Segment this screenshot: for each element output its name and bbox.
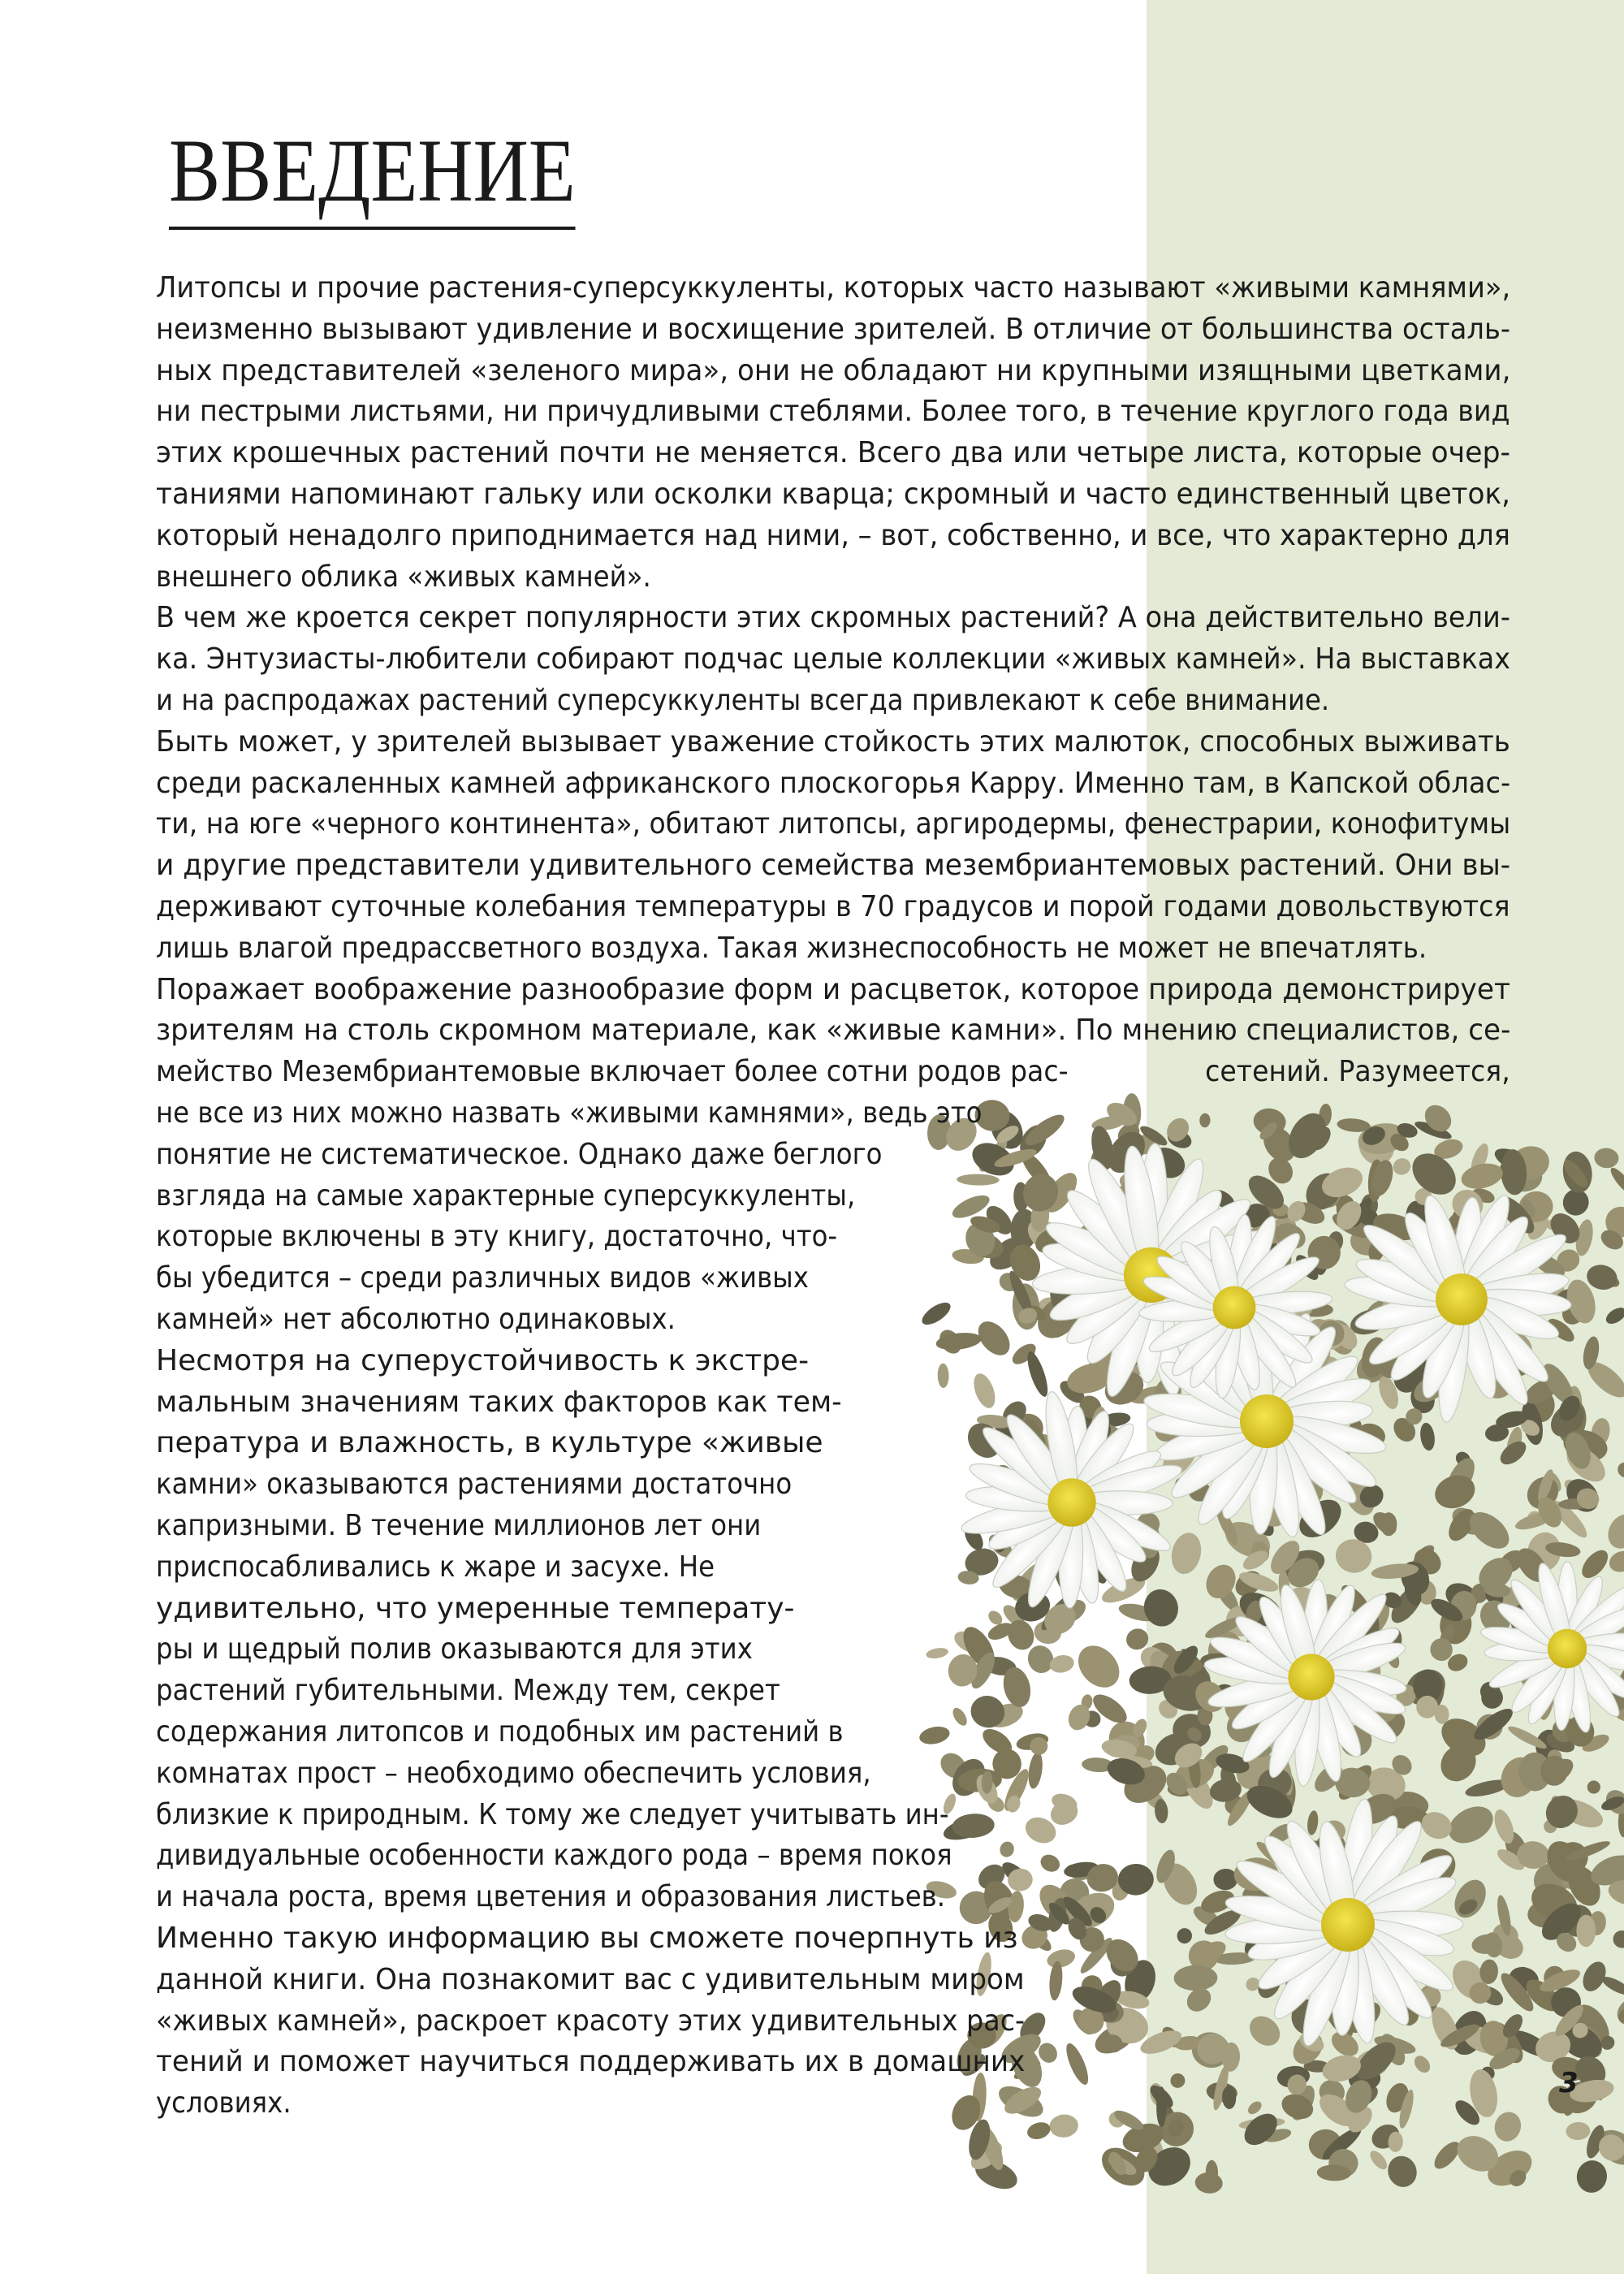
body-line: понятие не систематическое. Однако даже беглого xyxy=(156,1137,883,1171)
body-line: не все из них можно назвать «живыми камнями», ведь это xyxy=(156,1096,983,1130)
body-line: которые включены в эту книгу, достаточно, что- xyxy=(156,1220,838,1254)
body-line: капризными. В течение миллионов лет они xyxy=(156,1509,762,1542)
body-line: таниями напоминают гальку или осколки кварца; скромный и часто единственный цветок, xyxy=(156,478,1511,511)
body-line: В чем же кроется секрет популярности этих скромных растений? А она действительно вели- xyxy=(156,601,1510,635)
body-line: дивидуальные особенности каждого рода – время покоя xyxy=(156,1839,952,1873)
body-line: растений губительными. Между тем, секрет xyxy=(156,1674,780,1708)
body-line: камни» оказываются растениями достаточно xyxy=(156,1468,793,1502)
body-line: мальным значениям таких факторов как тем- xyxy=(156,1385,842,1419)
body-line: ни пестрыми листьями, ни причудливыми стеблями. Более того, в течение круглого года вид xyxy=(156,395,1510,429)
body-line: ных представителей «зеленого мира», они не обладают ни крупными изящными цветками, xyxy=(156,353,1511,387)
body-line: и другие представители удивительного семейства мезембриантемовых растений. Они вы- xyxy=(156,849,1511,883)
body-line: и на распродажах растений суперсуккуленты всегда привлекают к себе внимание. xyxy=(156,684,1330,717)
page-number: 3 xyxy=(1559,2067,1579,2099)
body-line: среди раскаленных камней африканского плоскогорья Карру. Именно там, в Капской облас- xyxy=(156,766,1511,800)
body-line: данной книги. Она познакомит вас с удивительным миром xyxy=(156,1962,1025,1996)
page-title: ВВЕДЕНИЕ xyxy=(169,122,576,230)
body-line: Поражает воображение разнообразие форм и расцветок, которое природа демонстрирует xyxy=(156,972,1511,1006)
body-line: комнатах прост – необходимо обеспечить условия, xyxy=(156,1756,871,1790)
body-line: этих крошечных растений почти не меняется. Всего два или четыре листа, которые очер- xyxy=(156,436,1511,470)
body-line: мейство Мезембриантемовые включает более сотни родов рас- сетений. Разумеется, xyxy=(156,1055,1510,1089)
body-line: внешнего облика «живых камней». xyxy=(156,560,651,594)
body-line: зрителям на столь скромном материале, как «живые камни». По мнению специалистов, се- xyxy=(156,1014,1511,1048)
body-line: удивительно, что умеренные температу- xyxy=(156,1591,795,1625)
body-line: Быть может, у зрителей вызывает уважение стойкость этих малюток, способных выживать xyxy=(156,724,1510,759)
body-line: бы убедится – среди различных видов «живых xyxy=(156,1261,809,1295)
body-line: Несмотря на суперустойчивость к экстре- xyxy=(156,1343,810,1377)
body-line: Именно такую информацию вы сможете почерпнуть из xyxy=(156,1922,1018,1955)
body-line: близкие к природным. К тому же следует учитывать ин- xyxy=(156,1797,949,1831)
body-line: камней» нет абсолютно одинаковых. xyxy=(156,1303,676,1336)
body-line: Литопсы и прочие растения-суперсуккуленты, которых часто называют «живыми камнями», xyxy=(156,271,1511,305)
body-line: пература и влажность, в культуре «живые xyxy=(156,1426,823,1460)
body-line: ти, на юге «черного континента», обитают литопсы, аргиродермы, фенестрарии, конофитумы xyxy=(156,807,1511,841)
body-line: содержания литопсов и подобных им растений в xyxy=(156,1715,844,1749)
body-line: который ненадолго приподнимается над ними, – вот, собственно, и все, что характерно для xyxy=(156,518,1511,552)
body-line: тений и поможет научиться поддерживать их в домашних xyxy=(156,2045,1026,2079)
body-line: приспосабливались к жаре и засухе. Не xyxy=(156,1550,715,1584)
body-line: условиях. xyxy=(156,2086,292,2121)
body-line: «живых камней», раскроет красоту этих удивительных рас- xyxy=(156,2004,1026,2038)
body-line: держивают суточные колебания температуры в 70 градусов и порой годами довольствуются xyxy=(156,890,1510,923)
body-line: и начала роста, время цветения и образования листьев. xyxy=(156,1880,946,1914)
body-line: ры и щедрый полив оказываются для этих xyxy=(156,1632,753,1667)
body-line: лишь влагой предрассветного воздуха. Такая жизнеспособность не может не впечатлять. xyxy=(156,931,1427,965)
body-line: ка. Энтузиасты-любители собирают подчас целые коллекции «живых камней». На выставках xyxy=(156,642,1511,677)
body-line: взгляда на самые характерные суперсуккуленты, xyxy=(156,1178,856,1213)
body-line: неизменно вызывают удивление и восхищение зрителей. В отличие от большинства осталь- xyxy=(156,312,1510,346)
